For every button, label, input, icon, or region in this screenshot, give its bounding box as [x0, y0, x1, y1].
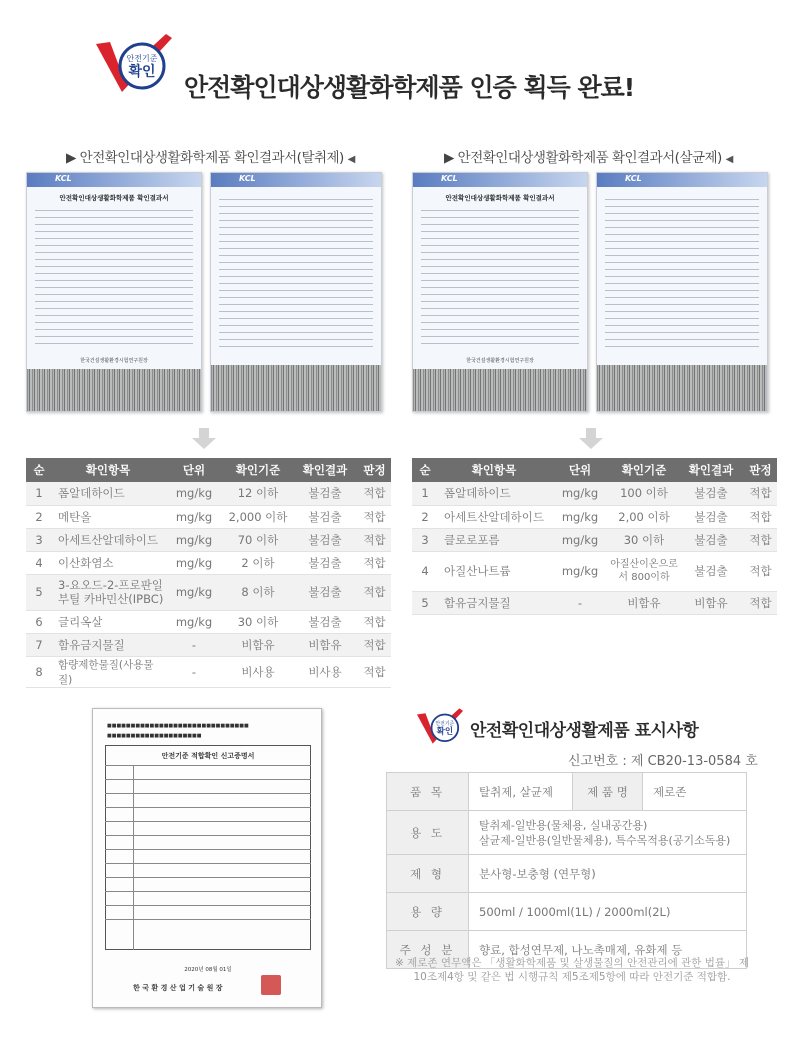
cell-standard: 2,000 이하 [224, 505, 292, 528]
cell-unit: mg/kg [550, 505, 610, 528]
kcl-logo: KCL [441, 174, 458, 183]
table-row [387, 855, 747, 893]
cell-standard: 비함유 [224, 633, 292, 656]
cell-no: 1 [26, 482, 52, 505]
cell-item: 클로로포름 [438, 528, 550, 551]
badge-main-text: 확인 [436, 725, 454, 736]
use-value [469, 811, 747, 855]
capacity-value: 500ml / 1000ml(1L) / 2000ml(2L) [469, 893, 747, 931]
cell-verdict: 적합 [358, 574, 391, 610]
table-row [387, 811, 747, 855]
cell-unit: mg/kg [164, 505, 224, 528]
table-row [387, 893, 747, 931]
table-row [26, 633, 391, 656]
caption-left-arrow-icon: ◀ [725, 154, 733, 165]
page-header [0, 26, 800, 106]
cell-no: 4 [412, 551, 438, 591]
table-row [412, 551, 777, 591]
cell-no: 5 [26, 574, 52, 610]
cell-item: 아세트산알데하이드 [438, 505, 550, 528]
cell-result: 불검출 [292, 482, 358, 505]
cell-result: 불검출 [678, 505, 744, 528]
cell-standard: 비함유 [610, 591, 678, 614]
badge-main-text: 확인 [128, 64, 156, 80]
certificate-title: 안전기준 적합확인 신고증명서 [161, 752, 255, 760]
capacity-key: 용 량 [387, 893, 469, 931]
safety-confirmation-logo-icon [414, 706, 466, 746]
disinfectant-result-table [412, 458, 777, 615]
cell-item: 이산화염소 [52, 551, 164, 574]
table-row [26, 574, 391, 610]
cell-verdict: 적합 [744, 505, 777, 528]
use-key: 용 도 [387, 811, 469, 855]
cell-item: 함량제한물질(사용물질) [52, 656, 164, 687]
cell-no: 3 [412, 528, 438, 551]
cell-standard: 100 이하 [610, 482, 678, 505]
table-row [26, 505, 391, 528]
scan-noise [597, 365, 767, 411]
table-row [26, 656, 391, 687]
kcl-logo: KCL [625, 174, 642, 183]
cell-unit: mg/kg [164, 551, 224, 574]
cell-result: 불검출 [292, 551, 358, 574]
cell-item: 아세트산알데하이드 [52, 528, 164, 551]
cell-item: 3-요오드-2-프로판일 부틸 카바민산(IPBC) [52, 574, 164, 610]
cell-verdict: 적합 [744, 591, 777, 614]
scan-noise [211, 365, 381, 411]
kcl-logo: KCL [239, 174, 256, 183]
caption-prefix: ▶ 안전 [66, 150, 105, 166]
registration-number: 신고번호 : 제 CB20-13-0584 호 [568, 754, 758, 769]
col-header: 단위 [550, 458, 610, 482]
page-title: 안전확인대상생활화학제품 인증 획득 완료! [184, 73, 635, 102]
certificate-issuer: 한 국 환 경 산 업 기 술 원 장 [133, 984, 223, 992]
doc-title: 안전확인대상생활화학제품 확인결과서 [445, 194, 555, 202]
cell-unit: mg/kg [164, 610, 224, 633]
table-row [26, 528, 391, 551]
cell-verdict: 적합 [358, 482, 391, 505]
caption-prefix: ▶ 안전 [444, 150, 483, 166]
col-header: 판정 [744, 458, 777, 482]
cell-result: 불검출 [678, 528, 744, 551]
item-key: 품 목 [387, 773, 469, 811]
col-header: 순 [412, 458, 438, 482]
doc-org: 한국건설생활환경시험연구원장 [466, 358, 534, 364]
cell-no: 4 [26, 551, 52, 574]
ingredients-value: 향료, 합성연무제, 나노촉매제, 유화제 등 [469, 931, 747, 969]
table-row [387, 773, 747, 811]
cell-standard: 8 이하 [224, 574, 292, 610]
cell-unit: - [550, 591, 610, 614]
label-title: 안전확인대상생활제품 표시사항 [470, 721, 699, 741]
cell-item: 함유금지물질 [52, 633, 164, 656]
cell-item: 아질산나트륨 [438, 551, 550, 591]
cell-result: 불검출 [292, 528, 358, 551]
cell-no: 2 [412, 505, 438, 528]
cell-standard: 30 이하 [610, 528, 678, 551]
cell-standard: 30 이하 [224, 610, 292, 633]
cell-no: 8 [26, 656, 52, 687]
badge-top-text: 안전기준 [435, 721, 455, 727]
cell-verdict: 적합 [744, 482, 777, 505]
cell-result: 비함유 [292, 633, 358, 656]
table-header-row [412, 458, 777, 482]
cell-verdict: 적합 [358, 505, 391, 528]
doc-title: 안전확인대상생활화학제품 확인결과서 [59, 194, 169, 202]
cell-standard: 2 이하 [224, 551, 292, 574]
col-header: 확인기준 [224, 458, 292, 482]
deodorant-result-doc-page1 [26, 172, 202, 412]
cell-result: 비사용 [292, 656, 358, 687]
cell-result: 불검출 [678, 551, 744, 591]
col-header: 확인기준 [610, 458, 678, 482]
form-key: 제 형 [387, 855, 469, 893]
cell-result: 불검출 [292, 574, 358, 610]
product-value: 제로존 [643, 773, 747, 811]
caption-text: 확인대상생활화학제품 확인결과서(탈취제) [104, 150, 344, 166]
cell-no: 7 [26, 633, 52, 656]
cell-no: 2 [26, 505, 52, 528]
table-header-row [26, 458, 391, 482]
caption-text: 확인대상생활화학제품 확인결과서(살균제) [482, 150, 722, 166]
cell-unit: - [164, 656, 224, 687]
cell-standard: 아질산이온으로서 800이하 [610, 551, 678, 591]
deodorant-caption [66, 146, 355, 166]
col-header: 확인항목 [438, 458, 550, 482]
col-header: 확인결과 [678, 458, 744, 482]
cell-standard: 12 이하 [224, 482, 292, 505]
cell-no: 1 [412, 482, 438, 505]
official-seal-icon [261, 975, 281, 995]
cell-item: 메탄올 [52, 505, 164, 528]
cell-verdict: 적합 [358, 551, 391, 574]
cell-verdict: 적합 [358, 610, 391, 633]
compliance-note: ※ 제로존 연무액은 「생활화학제품 및 살생물질의 안전관리에 관한 법률」 제 10조제4항 및 같은 법 시행규칙 제5조제5항에 따라 안전기준 적합함. [395, 957, 749, 983]
cell-standard: 2,00 이하 [610, 505, 678, 528]
cell-unit: mg/kg [164, 528, 224, 551]
table-row [26, 482, 391, 505]
col-header: 단위 [164, 458, 224, 482]
cell-standard: 70 이하 [224, 528, 292, 551]
cell-unit: mg/kg [550, 482, 610, 505]
col-header: 판정 [358, 458, 391, 482]
cell-no: 5 [412, 591, 438, 614]
cell-unit: mg/kg [164, 482, 224, 505]
table-row [412, 528, 777, 551]
cell-verdict: 적합 [744, 528, 777, 551]
kcl-logo: KCL [55, 174, 72, 183]
cell-verdict: 적합 [358, 656, 391, 687]
cell-unit: - [164, 633, 224, 656]
cell-result: 불검출 [292, 610, 358, 633]
scan-noise [413, 369, 587, 411]
disinfectant-result-doc-page2 [596, 172, 768, 412]
cell-no: 3 [26, 528, 52, 551]
form-value: 분사형-보충형 (연무형) [469, 855, 747, 893]
cell-item: 함유금지물질 [438, 591, 550, 614]
col-header: 순 [26, 458, 52, 482]
cell-no: 6 [26, 610, 52, 633]
cell-verdict: 적합 [744, 551, 777, 591]
cell-unit: mg/kg [550, 551, 610, 591]
use-value-line2: 살균제-일반용(일반물체용), 특수목적용(공기소독용) [479, 833, 731, 847]
doc-org: 한국건설생활환경시험연구원장 [80, 358, 148, 364]
cell-item: 폼알데하이드 [52, 482, 164, 505]
cell-verdict: 적합 [358, 528, 391, 551]
cell-unit: mg/kg [550, 528, 610, 551]
disinfectant-caption [444, 146, 733, 166]
ingredients-key: 주 성 분 [387, 931, 469, 969]
product-key: 제 품 명 [573, 773, 643, 811]
table-row [412, 505, 777, 528]
col-header: 확인결과 [292, 458, 358, 482]
cell-item: 폼알데하이드 [438, 482, 550, 505]
table-row [26, 610, 391, 633]
item-value: 탈취제, 살균제 [469, 773, 573, 811]
table-row [412, 591, 777, 614]
deodorant-result-table [26, 458, 391, 688]
cell-standard: 비사용 [224, 656, 292, 687]
cell-result: 불검출 [292, 505, 358, 528]
caption-left-arrow-icon: ◀ [347, 154, 355, 165]
disinfectant-result-doc-page1 [412, 172, 588, 412]
cell-verdict: 적합 [358, 633, 391, 656]
cell-unit: mg/kg [164, 574, 224, 610]
safety-certificate-doc: ■■■■■■■■■■■■■■■■■■■■■■■■■■■■■■ ■■■■■■■■■■■■■■■■■■■■ 안전기준 적합확인 신고증명서 2020년 08월 01일 한 국 환 경 산 업 기 술 원 장 [92, 708, 322, 1008]
cell-result: 비함유 [678, 591, 744, 614]
cell-result: 불검출 [678, 482, 744, 505]
badge-top-text: 안전기준 [126, 54, 158, 63]
table-row [26, 551, 391, 574]
use-value-line1: 탈취제-일반용(물체용, 실내공간용) [479, 818, 648, 832]
deodorant-result-doc-page2 [210, 172, 382, 412]
cell-item: 글리옥살 [52, 610, 164, 633]
safety-confirmation-logo-icon [92, 30, 176, 96]
table-row [412, 482, 777, 505]
scan-noise [27, 369, 201, 411]
certificate-date: 2020년 08월 01일 [184, 967, 232, 973]
label-info-table [386, 772, 747, 969]
col-header: 확인항목 [52, 458, 164, 482]
